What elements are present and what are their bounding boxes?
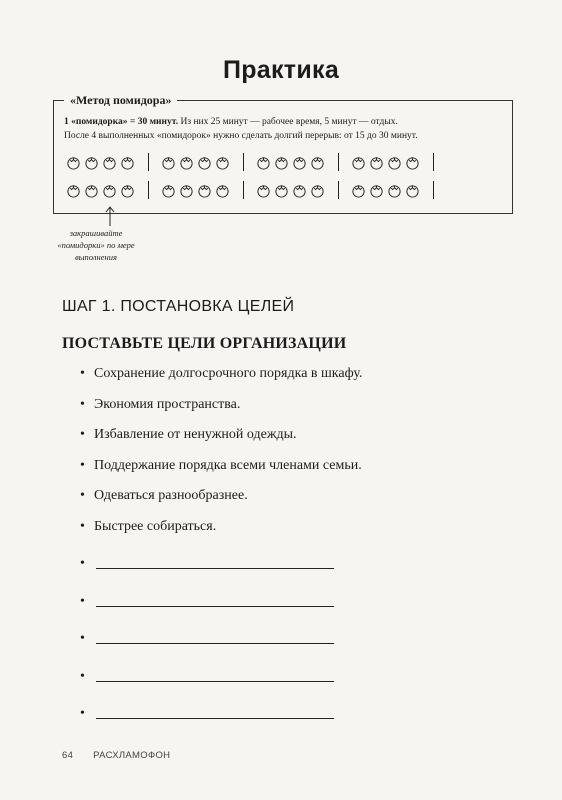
blank-goals-list bbox=[80, 556, 334, 744]
pomodoro-box bbox=[53, 93, 513, 214]
bullet: • bbox=[80, 668, 85, 684]
goal-text: Сохранение долгосрочного порядка в шкафу. bbox=[94, 366, 363, 381]
caption-line: выполнения bbox=[75, 252, 117, 262]
group-separator bbox=[433, 181, 434, 199]
tomato-icon[interactable] bbox=[369, 155, 384, 170]
tomato-icon[interactable] bbox=[387, 155, 402, 170]
tomato-group bbox=[351, 183, 423, 198]
list-item bbox=[80, 488, 362, 519]
group-separator bbox=[433, 153, 434, 171]
group-separator bbox=[148, 153, 149, 171]
tomato-group bbox=[66, 183, 138, 198]
caption-line: закрашивайте bbox=[69, 228, 123, 238]
goal-text: Поддержание порядка всеми членами семьи. bbox=[94, 457, 362, 473]
group-separator bbox=[148, 181, 149, 199]
tomato-group bbox=[161, 183, 233, 198]
tomato-icon[interactable] bbox=[66, 183, 81, 198]
tomato-icon[interactable] bbox=[179, 155, 194, 170]
tomato-icon[interactable] bbox=[215, 183, 230, 198]
group-separator bbox=[338, 181, 339, 199]
blank-list-item bbox=[80, 631, 334, 669]
blank-list-item bbox=[80, 669, 334, 707]
group-separator bbox=[338, 153, 339, 171]
blank-line[interactable] bbox=[96, 631, 334, 644]
tomato-icon[interactable] bbox=[256, 155, 271, 170]
blank-line[interactable] bbox=[96, 706, 334, 719]
bullet: • bbox=[80, 593, 85, 609]
goals-list bbox=[80, 366, 362, 549]
group-separator bbox=[243, 181, 244, 199]
tomato-icon[interactable] bbox=[387, 183, 402, 198]
page-footer bbox=[62, 750, 170, 761]
tomato-row-1 bbox=[66, 153, 446, 171]
arrow-up-icon bbox=[103, 205, 117, 227]
goal-text: Быстрее собираться. bbox=[94, 518, 217, 534]
caption-line: «помидорки» по мере bbox=[57, 240, 135, 250]
tomato-icon[interactable] bbox=[120, 183, 135, 198]
tomato-icon[interactable] bbox=[274, 183, 289, 198]
tomato-icon[interactable] bbox=[197, 155, 212, 170]
bullet: • bbox=[80, 396, 85, 412]
pomodoro-definition: 1 «помидорка» = 30 минут. bbox=[64, 117, 179, 127]
bullet: • bbox=[80, 518, 85, 534]
blank-list-item bbox=[80, 706, 334, 744]
tomato-icon[interactable] bbox=[292, 183, 307, 198]
list-item bbox=[80, 427, 362, 458]
tomato-icon[interactable] bbox=[351, 183, 366, 198]
blank-line[interactable] bbox=[96, 556, 334, 569]
page-title: Практика bbox=[222, 56, 340, 84]
tomato-caption bbox=[46, 227, 146, 263]
tomato-icon[interactable] bbox=[197, 183, 212, 198]
bullet: • bbox=[80, 631, 85, 646]
list-item bbox=[80, 397, 362, 428]
tomato-icon[interactable] bbox=[292, 155, 307, 170]
blank-list-item bbox=[80, 594, 334, 632]
step-heading: ШАГ 1. ПОСТАНОВКА ЦЕЛЕЙ bbox=[62, 298, 295, 315]
tomato-icon[interactable] bbox=[102, 155, 117, 170]
list-item bbox=[80, 458, 362, 489]
tomato-group bbox=[161, 155, 233, 170]
tomato-group bbox=[256, 155, 328, 170]
bullet: • bbox=[80, 556, 85, 571]
blank-list-item bbox=[80, 556, 334, 594]
group-separator bbox=[243, 153, 244, 171]
tomato-icon[interactable] bbox=[84, 183, 99, 198]
tomato-icon[interactable] bbox=[274, 155, 289, 170]
bullet: • bbox=[80, 706, 85, 721]
tomato-icon[interactable] bbox=[66, 155, 81, 170]
bullet: • bbox=[80, 427, 85, 442]
goal-text: Экономия пространства. bbox=[94, 396, 241, 412]
goals-subheading: ПОСТАВЬТЕ ЦЕЛИ ОРГАНИЗАЦИИ bbox=[62, 335, 347, 352]
tomato-icon[interactable] bbox=[161, 155, 176, 170]
bullet: • bbox=[80, 366, 85, 381]
blank-line[interactable] bbox=[96, 594, 334, 607]
tomato-icon[interactable] bbox=[405, 183, 420, 198]
tomato-row-2 bbox=[66, 181, 446, 199]
tomato-icon[interactable] bbox=[405, 155, 420, 170]
tomato-icon[interactable] bbox=[215, 155, 230, 170]
tomato-group bbox=[256, 183, 328, 198]
tomato-icon[interactable] bbox=[310, 183, 325, 198]
page-number: 64 bbox=[62, 750, 74, 761]
pomodoro-break-rule: После 4 выполненных «помидорок» нужно сделать долгий перерыв: от 15 до 30 минут. bbox=[64, 131, 418, 141]
goal-text: Избавление от ненужной одежды. bbox=[94, 427, 297, 442]
tomato-group bbox=[66, 155, 138, 170]
pomodoro-description bbox=[64, 115, 504, 143]
tomato-group bbox=[351, 155, 423, 170]
tomato-icon[interactable] bbox=[84, 155, 99, 170]
book-title: РАСХЛАМОФОН bbox=[93, 750, 171, 761]
tomato-icon[interactable] bbox=[256, 183, 271, 198]
tomato-icon[interactable] bbox=[102, 183, 117, 198]
blank-line[interactable] bbox=[96, 669, 334, 682]
list-item bbox=[80, 519, 362, 550]
list-item bbox=[80, 366, 362, 397]
tomato-icon[interactable] bbox=[161, 183, 176, 198]
bullet: • bbox=[80, 457, 85, 473]
bullet: • bbox=[80, 488, 85, 503]
tomato-icon[interactable] bbox=[310, 155, 325, 170]
tomato-icon[interactable] bbox=[351, 155, 366, 170]
pomodoro-definition-rest: Из них 25 минут — рабочее время, 5 минут — отдых. bbox=[178, 117, 398, 127]
tomato-icon[interactable] bbox=[179, 183, 194, 198]
tomato-icon[interactable] bbox=[369, 183, 384, 198]
pomodoro-box-label: «Метод помидора» bbox=[64, 93, 177, 108]
goal-text: Одеваться разнообразнее. bbox=[94, 488, 248, 503]
tomato-icon[interactable] bbox=[120, 155, 135, 170]
